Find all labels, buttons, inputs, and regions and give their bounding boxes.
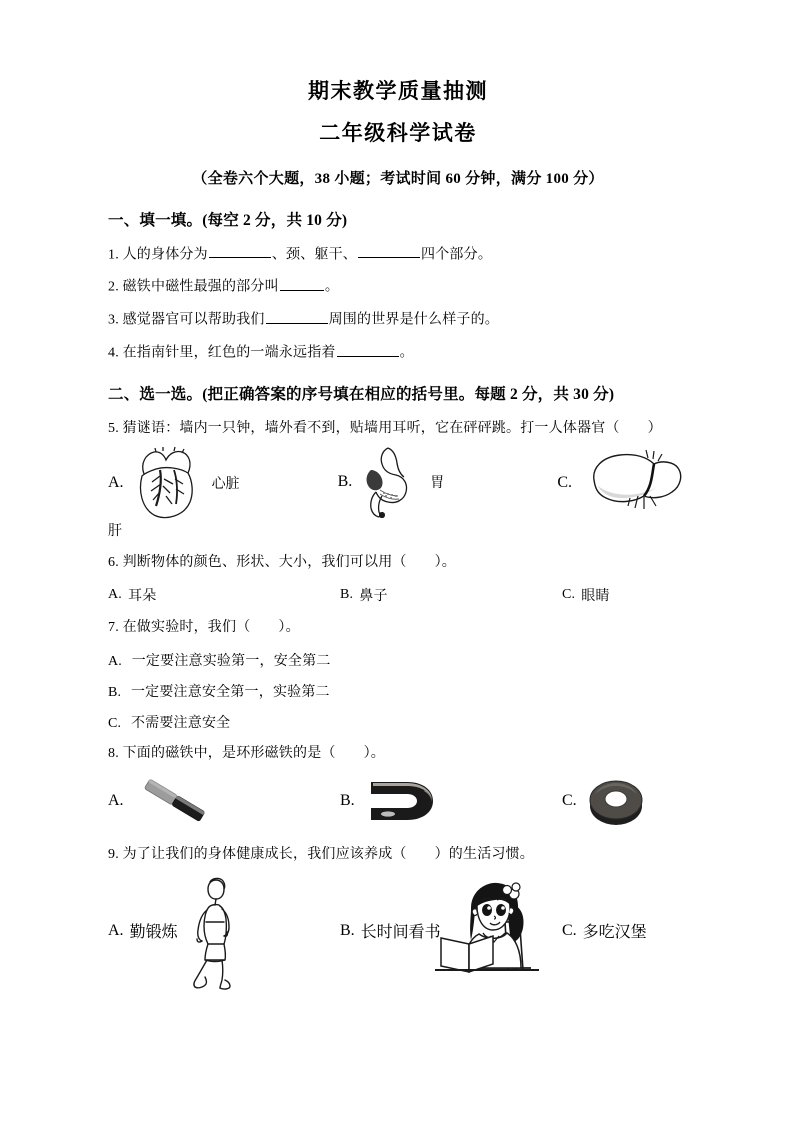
option-b-text: 鼻子 xyxy=(359,588,388,604)
option-a-text: 耳朵 xyxy=(128,588,157,604)
question-2-text-a: 磁铁中磁性最强的部分叫 xyxy=(122,279,279,295)
question-8-options xyxy=(108,772,688,830)
liver-organ-icon xyxy=(578,446,688,520)
exam-meta-line: （全卷六个大题，38 小题；考试时间 60 分钟，满分 100 分） xyxy=(192,170,604,187)
answer-bracket-slot[interactable] xyxy=(251,618,277,631)
question-5-option-b[interactable] xyxy=(338,444,558,520)
question-8-stem xyxy=(108,743,688,765)
option-label-a: A. xyxy=(108,653,123,669)
page-title: 期末教学质量抽测 xyxy=(308,79,488,103)
ring-magnet-icon xyxy=(583,772,649,830)
question-7-text: 在做实验时，我们（ xyxy=(122,619,251,635)
question-6-number: 6. xyxy=(108,555,119,571)
option-label-c: C. xyxy=(562,586,576,602)
option-c-text: 不需要注意安全 xyxy=(130,715,231,731)
question-3-text-b: 周围的世界是什么样子的。 xyxy=(328,312,500,328)
question-4 xyxy=(108,342,688,364)
option-label-a: A. xyxy=(108,792,124,810)
option-label-a: A. xyxy=(108,586,123,602)
question-5-text: 猜谜语：墙内一只钟，墙外看不到，贴墙用耳听，它在砰砰跳。打一人体器官（ xyxy=(122,421,620,437)
question-6-options xyxy=(108,585,688,605)
question-8-number: 8. xyxy=(108,745,119,761)
question-6-text: 判断物体的颜色、形状、大小，我们可以用（ xyxy=(122,555,407,571)
question-5-number: 5. xyxy=(108,421,119,437)
option-c-text: 多吃汉堡 xyxy=(582,924,647,942)
exam-sheet xyxy=(108,78,688,992)
question-9-text: 为了让我们的身体健康成长，我们应该养成（ xyxy=(122,847,407,863)
question-7-option-a[interactable] xyxy=(108,650,688,670)
option-label-c: C. xyxy=(562,921,577,939)
question-8-option-a[interactable] xyxy=(108,774,340,828)
question-7-option-b[interactable] xyxy=(108,681,688,701)
question-1-text-b: 、颈、躯干、 xyxy=(271,246,358,262)
option-label-c: C. xyxy=(562,792,577,810)
question-6-stem xyxy=(108,552,688,574)
question-9-options xyxy=(108,872,688,990)
option-a-text: 一定要注意实验第一，安全第二 xyxy=(131,653,331,669)
question-9-number: 9. xyxy=(108,847,119,863)
option-label-b: B. xyxy=(337,473,353,491)
question-8-text: 下面的磁铁中，是环形磁铁的是（ xyxy=(122,745,336,761)
heart-organ-icon xyxy=(130,446,202,520)
question-7-number: 7. xyxy=(108,619,119,635)
option-label-b: B. xyxy=(340,921,355,939)
answer-bracket-slot[interactable] xyxy=(337,743,363,756)
stomach-organ-icon xyxy=(358,444,420,520)
question-2-text-b: 。 xyxy=(324,279,340,295)
option-b-text: 一定要注意安全第一，实验第二 xyxy=(130,684,330,700)
option-label-b: B. xyxy=(108,684,122,700)
question-6-option-b[interactable] xyxy=(340,585,562,605)
question-8-option-b[interactable] xyxy=(340,772,562,830)
question-1-text-c: 四个部分。 xyxy=(421,246,493,262)
question-9-stem xyxy=(108,844,688,866)
question-8-text-end: ）。 xyxy=(363,745,386,761)
girl-reading-icon xyxy=(435,878,545,984)
bar-magnet-icon xyxy=(130,774,216,828)
question-7-stem xyxy=(108,617,688,639)
question-3-number: 3. xyxy=(108,312,119,328)
option-label-a: A. xyxy=(108,921,124,939)
running-person-icon xyxy=(182,872,254,990)
answer-bracket-slot[interactable] xyxy=(408,553,434,566)
question-6-option-a[interactable] xyxy=(108,585,340,605)
question-2-number: 2. xyxy=(108,279,119,295)
answer-blank[interactable] xyxy=(209,244,271,258)
question-5-wrapped-caption: 肝 xyxy=(108,524,122,540)
question-6-option-c[interactable] xyxy=(562,585,688,605)
question-5-text-end: ） xyxy=(647,421,662,437)
question-5-option-a[interactable] xyxy=(108,446,338,520)
question-2 xyxy=(108,276,688,298)
answer-bracket-slot[interactable] xyxy=(408,845,434,858)
question-5-options xyxy=(108,444,688,520)
question-7-text-end: ）。 xyxy=(278,619,300,635)
question-1 xyxy=(108,244,688,266)
question-8-option-c[interactable] xyxy=(562,772,688,830)
question-4-text-b: 。 xyxy=(399,345,414,361)
question-9-option-c[interactable] xyxy=(562,919,688,942)
question-9-option-a[interactable] xyxy=(108,872,340,990)
option-label-b: B. xyxy=(340,792,355,810)
question-3-text-a: 感觉器官可以帮助我们 xyxy=(122,312,265,328)
option-a-text: 勤锻炼 xyxy=(129,924,178,942)
answer-blank[interactable] xyxy=(358,244,420,258)
question-9-text-end: ）的生活习惯。 xyxy=(434,847,535,863)
question-1-text-a: 人的身体分为 xyxy=(122,246,208,262)
section-one-heading: 一、填一填。(每空 2 分，共 10 分) xyxy=(108,211,348,229)
option-c-text: 眼睛 xyxy=(581,588,610,604)
option-b-text: 长时间看书 xyxy=(360,924,441,942)
page-subtitle: 二年级科学试卷 xyxy=(319,121,477,146)
question-3 xyxy=(108,309,688,331)
option-label-c: C. xyxy=(557,474,572,492)
question-5-option-c[interactable] xyxy=(557,446,688,520)
answer-blank[interactable] xyxy=(280,276,324,290)
question-1-number: 1. xyxy=(108,246,119,262)
question-4-number: 4. xyxy=(108,345,119,361)
option-label-c: C. xyxy=(108,715,122,731)
question-6-text-end: ）。 xyxy=(434,555,457,571)
horseshoe-magnet-icon xyxy=(361,772,441,830)
answer-bracket-slot[interactable] xyxy=(621,419,647,432)
option-label-a: A. xyxy=(108,474,124,492)
section-two-heading: 二、选一选。(把正确答案的序号填在相应的括号里。每题 2 分，共 30 分) xyxy=(108,386,615,404)
question-7-option-c[interactable] xyxy=(108,712,688,732)
option-b-caption: 胃 xyxy=(430,476,445,492)
answer-blank[interactable] xyxy=(266,309,328,323)
option-a-caption: 心脏 xyxy=(211,477,240,493)
answer-blank[interactable] xyxy=(337,342,399,356)
question-4-text-a: 在指南针里，红色的一端永远指着 xyxy=(122,345,336,361)
question-9-option-b[interactable] xyxy=(340,878,562,984)
option-label-b: B. xyxy=(340,586,354,602)
question-5-stem xyxy=(108,418,688,440)
